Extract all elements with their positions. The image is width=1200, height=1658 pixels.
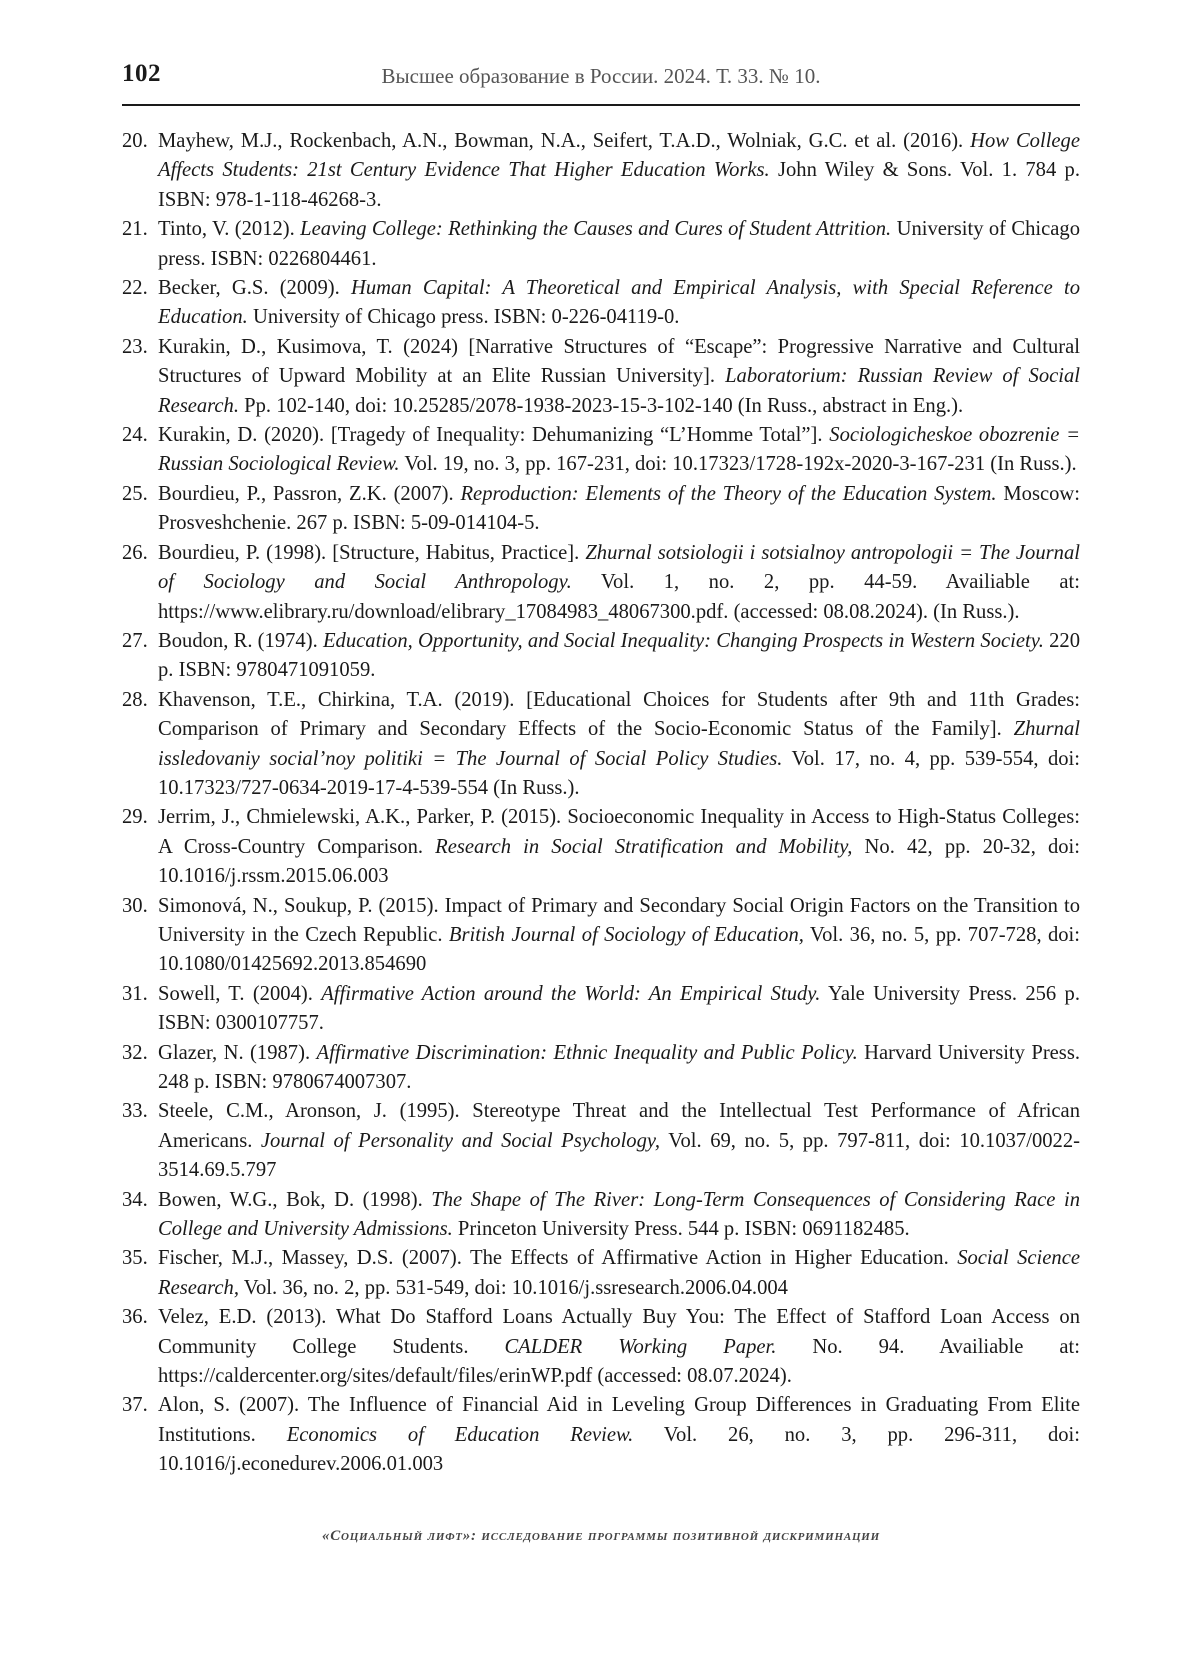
reference-text: Jerrim, J., Chmielewski, A.K., Parker, P. (2015). Socioeconomic Inequality in Access to High-Status Colleges: A Cross-Country Comparison. Research in Social Stratification and Mobility, No. 42, pp. 20-32, doi: 10.1016/j.rssm.2015.06.003 (158, 806, 1081, 888)
reference-source-title: Economics of Education Review. (286, 1423, 634, 1446)
reference-item (122, 1186, 1080, 1245)
reference-number: 23. (122, 335, 148, 358)
reference-item (122, 539, 1080, 627)
journal-title: Высшее образование в России. 2024. Т. 33. № 10. (381, 64, 821, 88)
reference-number: 37. (122, 1394, 148, 1417)
reference-source-title: The Shape of The River: Long-Term Consequences of Considering Race in College and University Admissions. (158, 1188, 1080, 1241)
reference-source-title: Zhurnal issledovaniy social’noy politiki = The Journal of Social Policy Studies. (158, 718, 1080, 770)
reference-source-title: Affirmative Action around the World: An Empirical Study. (321, 982, 821, 1005)
reference-number: 24. (122, 424, 148, 447)
reference-number: 32. (122, 1041, 148, 1064)
reference-list (122, 127, 1080, 1480)
reference-number: 30. (122, 894, 148, 917)
reference-item (122, 980, 1080, 1039)
reference-source-title: British Journal of Sociology of Education, (448, 923, 804, 946)
reference-number: 36. (122, 1306, 148, 1329)
reference-source-title: How College Affects Students: 21st Century Evidence That Higher Education Works. (158, 130, 1080, 182)
page-header (122, 58, 1080, 106)
reference-text: Sowell, T. (2004). Affirmative Action around the World: An Empirical Study. Yale University Press. 256 p. ISBN: 0300107757. (158, 982, 1080, 1035)
reference-item (122, 627, 1080, 686)
reference-text: Mayhew, M.J., Rockenbach, A.N., Bowman, N.A., Seifert, T.A.D., Wolniak, G.C. et al. (2016). How College Affects Students: 21st Century Evidence That Higher Education Works. John Wiley & Sons. Vol. 1. 784 p. ISBN: 978-1-118-46268-3. (158, 130, 1080, 211)
reference-number: 35. (122, 1247, 148, 1270)
reference-number: 20. (122, 130, 148, 152)
reference-item (122, 421, 1080, 480)
reference-item (122, 127, 1080, 215)
reference-text: Kurakin, D. (2020). [Tragedy of Inequality: Dehumanizing “L’Homme Total”]. Sociologicheskoe obozrenie = Russian Sociological Review. Vol. 19, no. 3, pp. 167-231, doi: 10.17323/1728-192x-2020-3-167-231 (In Russ.). (158, 424, 1080, 476)
reference-item (122, 333, 1080, 421)
reference-item (122, 1391, 1080, 1479)
reference-text: Bourdieu, P. (1998). [Structure, Habitus, Practice]. Zhurnal sotsiologii i sotsialnoy antropologii = The Journal of Sociology and Social Anthropology. Vol. 1, no. 2, pp. 44-59. Availiable at: https://www.elibrary.ru/download/elibrary_17084983_48067300.pdf. (accessed: 08.08.2024). (In Russ.). (158, 541, 1080, 623)
reference-item (122, 892, 1080, 980)
reference-source-title: Reproduction: Elements of the Theory of the Education System. (460, 482, 997, 505)
reference-source-title: Education, Opportunity, and Social Inequality: Changing Prospects in Western Society. (322, 629, 1044, 652)
reference-number: 22. (122, 277, 148, 300)
reference-number: 25. (122, 482, 148, 505)
reference-number: 21. (122, 218, 148, 241)
reference-text: Tinto, V. (2012). Leaving College: Rethinking the Causes and Cures of Student Attrition. University of Chicago press. ISBN: 0226804461. (158, 218, 1081, 270)
reference-number: 29. (122, 806, 148, 829)
reference-source-title: CALDER Working Paper. (504, 1335, 777, 1358)
reference-item (122, 1303, 1080, 1391)
reference-source-title: Research in Social Stratification and Mobility, (435, 835, 853, 858)
running-footer: «Социальный лифт»: исследование программы позитивной дискриминации (321, 1528, 881, 1544)
reference-number: 28. (122, 688, 148, 711)
reference-text: Boudon, R. (1974). Education, Opportunity, and Social Inequality: Changing Prospects in Western Society. 220 p. ISBN: 9780471091059. (158, 629, 1081, 682)
reference-text: Bourdieu, P., Passron, Z.K. (2007). Reproduction: Elements of the Theory of the Education System. Moscow: Prosveshchenie. 267 p. ISBN: 5-09-014104-5. (158, 482, 1081, 535)
reference-source-title: Laboratorium: Russian Review of Social Research. (158, 365, 1080, 417)
reference-text: Glazer, N. (1987). Affirmative Discrimination: Ethnic Inequality and Public Policy. Harvard University Press. 248 p. ISBN: 9780674007307. (158, 1041, 1080, 1093)
reference-text: Khavenson, T.E., Chirkina, T.A. (2019). [Educational Choices for Students after 9th and 11th Grades: Comparison of Primary and Secondary Effects of the Socio-Economic Status of the Family]. Zhurnal issledovaniy social’noy politiki = The Journal of Social Policy Studies. Vol. 17, no. 4, pp. 539-554, doi: 10.17323/727-0634-2019-17-4-539-554 (In Russ.). (158, 688, 1080, 799)
reference-number: 27. (122, 629, 148, 652)
reference-number: 34. (122, 1188, 148, 1211)
reference-source-title: Journal of Personality and Social Psychology, (260, 1129, 661, 1152)
reference-source-title: Sociologicheskoe obozrenie = Russian Sociological Review. (158, 424, 1080, 476)
reference-item (122, 1039, 1080, 1098)
reference-item (122, 686, 1080, 804)
reference-item (122, 803, 1080, 891)
reference-item (122, 274, 1080, 333)
reference-text: Bowen, W.G., Bok, D. (1998). The Shape of The River: Long-Term Consequences of Considering Race in College and University Admissions. Princeton University Press. 544 p. ISBN: 0691182485. (158, 1188, 1080, 1241)
page-number: 102 (122, 60, 161, 87)
reference-item (122, 215, 1080, 274)
reference-text: Becker, G.S. (2009). Human Capital: A Theoretical and Empirical Analysis, with Special Reference to Education. University of Chicago press. ISBN: 0-226-04119-0. (158, 277, 1080, 329)
reference-text: Velez, E.D. (2013). What Do Stafford Loans Actually Buy You: The Effect of Stafford Loan Access on Community College Students. CALDER Working Paper. No. 94. Availiable at: https://caldercenter.org/sites/default/files/erinWP.pdf (accessed: 08.07.2024). (158, 1306, 1080, 1388)
reference-source-title: Leaving College: Rethinking the Causes and Cures of Student Attrition. (300, 218, 892, 241)
reference-item (122, 480, 1080, 539)
reference-source-title: Social Science Research, (158, 1247, 1080, 1299)
reference-text: Fischer, M.J., Massey, D.S. (2007). The Effects of Affirmative Action in Higher Education. Social Science Research, Vol. 36, no. 2, pp. 531-549, doi: 10.1016/j.ssresearch.2006.04.004 (158, 1247, 1080, 1299)
reference-text: Simonová, N., Soukup, P. (2015). Impact of Primary and Secondary Social Origin Factors on the Transition to University in the Czech Republic. British Journal of Sociology of Education, Vol. 36, no. 5, pp. 707-728, doi: 10.1080/01425692.2013.854690 (158, 894, 1080, 976)
reference-text: Steele, C.M., Aronson, J. (1995). Stereotype Threat and the Intellectual Test Performance of African Americans. Journal of Personality and Social Psychology, Vol. 69, no. 5, pp. 797-811, doi: 10.1037/0022-3514.69.5.797 (158, 1100, 1080, 1182)
reference-source-title: Affirmative Discrimination: Ethnic Inequality and Public Policy. (316, 1041, 858, 1064)
reference-number: 31. (122, 982, 148, 1005)
reference-source-title: Zhurnal sotsiologii i sotsialnoy antropologii = The Journal of Sociology and Social Anthropology. (158, 541, 1080, 594)
reference-number: 26. (122, 541, 148, 564)
reference-item (122, 1244, 1080, 1303)
reference-source-title: Human Capital: A Theoretical and Empirical Analysis, with Special Reference to Education. (158, 277, 1080, 329)
reference-number: 33. (122, 1100, 148, 1123)
reference-text: Kurakin, D., Kusimova, T. (2024) [Narrative Structures of “Escape”: Progressive Narrative and Cultural Structures of Upward Mobility at an Elite Russian University]. Laboratorium: Russian Review of Social Research. Pp. 102-140, doi: 10.25285/2078-1938-2023-15-3-102-140 (In Russ., abstract in Eng.). (158, 335, 1080, 417)
reference-item (122, 1097, 1080, 1185)
reference-text: Alon, S. (2007). The Influence of Financial Aid in Leveling Group Differences in Graduating From Elite Institutions. Economics of Education Review. Vol. 26, no. 3, pp. 296-311, doi: 10.1016/j.econedurev.2006.01.003 (158, 1394, 1080, 1476)
